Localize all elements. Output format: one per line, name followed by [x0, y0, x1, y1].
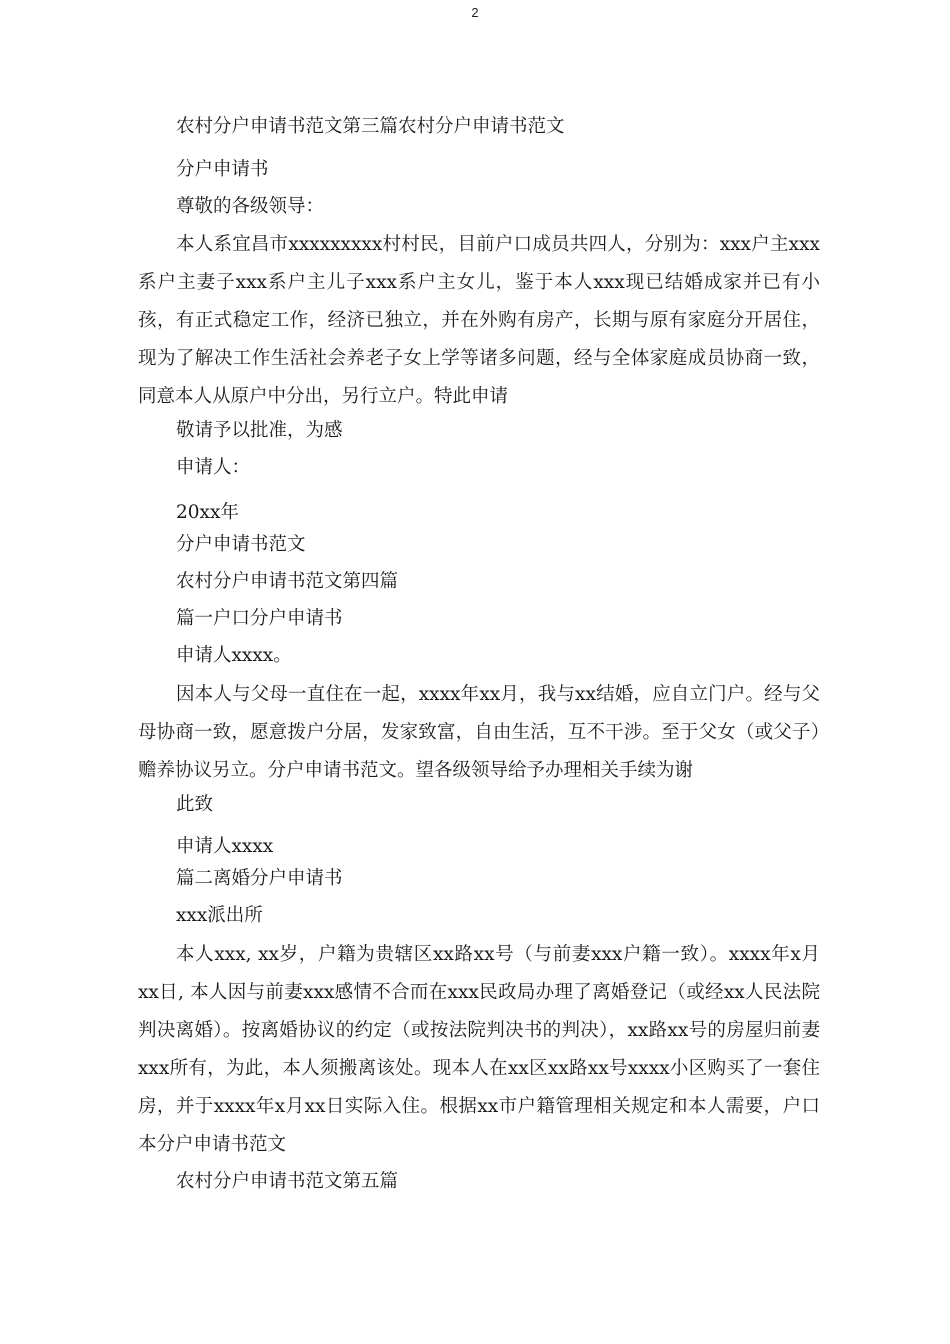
- body-paragraph: 本人xxx, xx岁，户籍为贵辖区xx路xx号（与前妻xxx户籍一致）。xxxx年x月xx日, 本人因与前妻xxx感情不合而在xxx民政局办理了离婚登记（或经xx人民法院判决离婚）。按离婚协议的约定（或按法院判决书的判决），xx路xx号的房屋归前妻xxx所有，为此，本人须搬离该处。现本人在xx区xx路xx号xxxx小区购买了一套住房，并于xxxx年x月xx日实际入住。根据xx市户籍管理相关规定和本人需要，户口本分户申请书范文: [138, 944, 820, 1155]
- sub-heading: 篇二离婚分户申请书: [176, 868, 343, 889]
- closing-line: 此致: [176, 794, 214, 815]
- salutation: 尊敬的各级领导：: [176, 196, 325, 217]
- applicant-label: 申请人：: [176, 457, 251, 478]
- sub-heading: 篇一户口分户申请书: [176, 608, 343, 629]
- recipient-line: xxx派出所: [176, 905, 263, 926]
- applicant-line: 申请人xxxx: [176, 836, 274, 857]
- closing-line: 敬请予以批准，为感: [176, 420, 343, 441]
- document-title: 分户申请书: [176, 159, 269, 180]
- body-paragraph: 本人系宜昌市xxxxxxxxx村村民，目前户口成员共四人，分别为：xxx户主xxx系户主妻子xxx系户主儿子xxx系户主女儿，鉴于本人xxx现已结婚成家并已有小孩，有正式稳定工作，经济已独立，并在外购有房产，长期与原有家庭分开居住，现为了解决工作生活社会养老子女上学等诸多问题，经与全体家庭成员协商一致，同意本人从原户中分出，另行立户。特此申请: [138, 234, 820, 407]
- section-heading: 农村分户申请书范文第四篇: [176, 571, 399, 592]
- applicant-line: 申请人xxxx。: [176, 645, 292, 666]
- sample-title: 分户申请书范文: [176, 534, 306, 555]
- section-heading: 农村分户申请书范文第五篇: [176, 1171, 399, 1192]
- page-number: 2: [471, 5, 479, 20]
- date-line: 20xx年: [176, 502, 239, 523]
- section-heading: 农村分户申请书范文第三篇农村分户申请书范文: [176, 116, 565, 137]
- body-paragraph: 因本人与父母一直住在一起，xxxx年xx月，我与xx结婚，应自立门户。经与父母协商一致，愿意拨户分居，发家致富，自由生活，互不干涉。至于父女（或父子）赡养协议另立。分户申请书范文。望各级领导给予办理相关手续为谢: [138, 684, 820, 781]
